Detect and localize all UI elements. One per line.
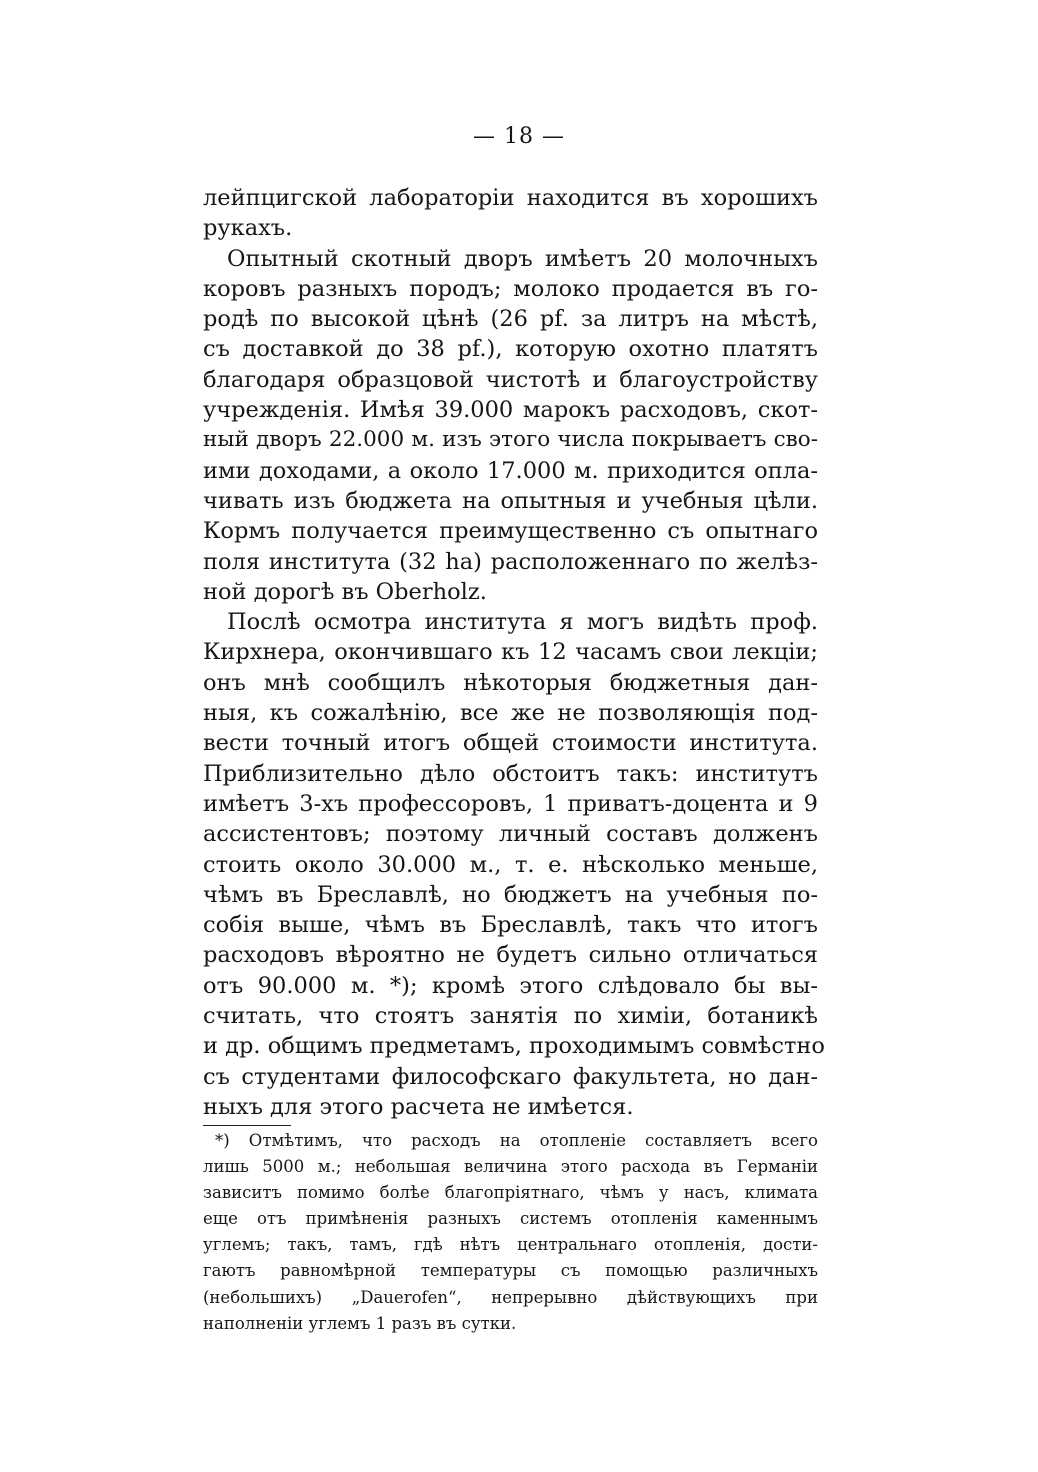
page-number: — 18 — [473,124,565,149]
text-line: рукахъ. [203,215,293,242]
footnote-line: *) Отмѣтимъ, что расходъ на отопленіе составляетъ всего [215,1131,818,1150]
footnote-line: еще отъ примѣненія разныхъ системъ отопленія каменнымъ [203,1209,818,1229]
footnote-line: углемъ; такъ, тамъ, гдѣ нѣтъ центральнаго отопленія, дости- [203,1235,818,1255]
footnote-line: наполненіи углемъ 1 разъ въ сутки. [203,1313,517,1333]
text-line: родѣ по высокой цѣнѣ (26 pf. за литръ на мѣстѣ, [203,306,818,333]
text-line: ной дорогѣ въ Oberholz. [203,578,487,605]
text-line: считать, что стоятъ занятія по химіи, ботаникѣ [203,1003,818,1030]
text-line: онъ мнѣ сообщилъ нѣкоторыя бюджетныя дан- [203,669,818,696]
text-line: вести точный итогъ общей стоимости института. [203,730,818,757]
text-line: ный дворъ 22.000 м. изъ этого числа покрываетъ сво- [203,427,818,453]
footnote-line: (небольшихъ) „Dauerofen“, непрерывно дѣйствующихъ при [203,1287,818,1307]
paragraph-start-line: Послѣ осмотра института я могъ видѣть проф. [227,609,818,636]
footnote-line: лишь 5000 м.; небольшая величина этого расхода въ Германіи [203,1157,818,1177]
text-line: ныя, къ сожалѣнію, все же не позволяющія под- [203,700,818,727]
text-line: ныхъ для этого расчета не имѣется. [203,1093,634,1120]
text-line: ассистентовъ; поэтому личный составъ долженъ [203,821,818,848]
text-line: Кирхнера, окончившаго къ 12 часамъ свои лекціи; [203,639,818,666]
text-line: имѣетъ 3-хъ профессоровъ, 1 приватъ-доцента и 9 [203,790,818,817]
footnote-line: гаютъ равномѣрной температуры съ помощью различныхъ [203,1261,818,1281]
text-line: съ студентами философскаго факультета, но дан- [203,1063,818,1090]
paragraph-start-line: Опытный скотный дворъ имѣетъ 20 молочныхъ [227,245,818,272]
text-line: поля института (32 ha) расположеннаго по желѣз- [203,548,818,575]
text-line: Кормъ получается преимущественно съ опытнаго [203,518,818,545]
text-line: собія выше, чѣмъ въ Бреславлѣ, такъ что итогъ [203,912,818,939]
text-line: расходовъ вѣроятно не будетъ сильно отличаться [203,942,818,969]
text-line: чивать изъ бюджета на опытныя и учебныя цѣли. [203,487,818,514]
text-line: ими доходами, а около 17.000 м. приходится опла- [203,457,818,484]
text-line: съ доставкой до 38 pf.), которую охотно платятъ [203,336,818,363]
text-line: стоить около 30.000 м., т. е. нѣсколько меньше, [203,851,818,878]
text-line: чѣмъ въ Бреславлѣ, но бюджетъ на учебныя по- [203,881,818,908]
text-line: и др. общимъ предметамъ, проходимымъ совмѣстно [203,1033,825,1060]
text-line: благодаря образцовой чистотѣ и благоустройству [203,366,818,393]
main-text [203,183,825,1122]
text-line: Приблизительно дѣло обстоитъ такъ: институтъ [203,760,818,787]
footnote [203,1128,818,1337]
text-line: отъ 90.000 м. *); кромѣ этого слѣдовало бы вы- [203,972,818,999]
text-line: учрежденія. Имѣя 39.000 марокъ расходовъ, скот- [203,397,818,424]
footnote-divider [203,1125,291,1126]
text-line: лейпцигской лабораторіи находится въ хорошихъ [203,185,818,211]
footnote-line: зависитъ помимо болѣе благопріятнаго, чѣмъ у насъ, климата [203,1183,818,1203]
text-line: коровъ разныхъ породъ; молоко продается въ го- [203,275,818,302]
